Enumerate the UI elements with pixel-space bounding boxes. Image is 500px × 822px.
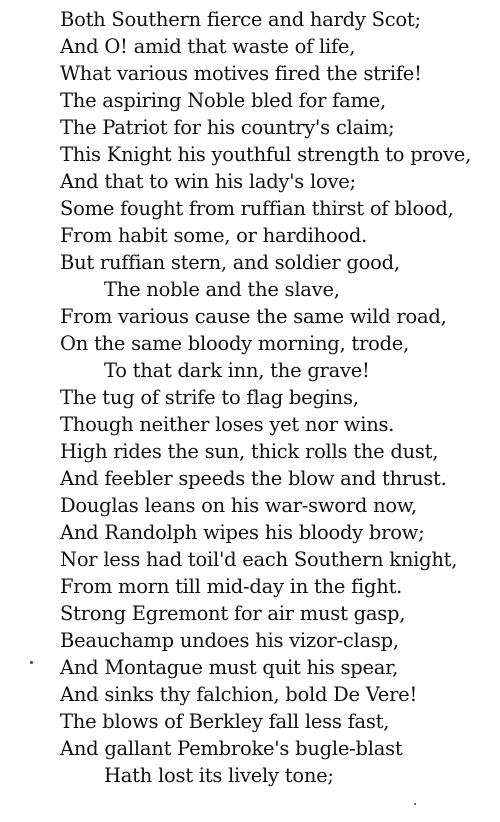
poem-line: From various cause the same wild road,: [60, 305, 447, 328]
poem-line: And Randolph wipes his bloody brow;: [60, 521, 425, 544]
poem-line: The aspiring Noble bled for fame,: [60, 89, 386, 112]
poem-line: Beauchamp undoes his vizor-clasp,: [60, 629, 399, 652]
poem-line: And feebler speeds the blow and thrust.: [60, 467, 447, 490]
poem-line: Nor less had toil'd each Southern knight,: [60, 548, 458, 571]
poem-line: From habit some, or hardihood.: [60, 224, 368, 247]
poem-line: Strong Egremont for air must gasp,: [60, 602, 406, 625]
poem-line: And sinks thy falchion, bold De Vere!: [60, 683, 418, 706]
poem-line: The noble and the slave,: [104, 278, 340, 301]
stanza-1: [60, 6, 471, 384]
poem-line: And Montague must quit his spear,: [60, 656, 399, 679]
poem-line: And gallant Pembroke's bugle-blast: [60, 737, 403, 760]
poem-line: What various motives fired the strife!: [60, 62, 422, 85]
poem-line: Though neither loses yet nor wins.: [60, 413, 395, 436]
poem-line: On the same bloody morning, trode,: [60, 332, 410, 355]
stanza-2: [60, 384, 457, 789]
poem-line: From morn till mid-day in the fight.: [60, 575, 403, 598]
poem-line: But ruffian stern, and soldier good,: [60, 251, 400, 274]
poem-line: To that dark inn, the grave!: [104, 359, 370, 382]
poem-line: Some fought from ruffian thirst of blood,: [60, 197, 454, 220]
poem-line: Hath lost its lively tone;: [104, 764, 334, 787]
ink-speck: [30, 661, 33, 664]
ink-speck: [414, 803, 416, 805]
poem-line: Douglas leans on his war-sword now,: [60, 494, 417, 517]
poem-line: This Knight his youthful strength to prove,: [60, 143, 472, 166]
poem-line: The tug of strife to flag begins,: [60, 386, 359, 409]
poem-line: The Patriot for his country's claim;: [60, 116, 395, 139]
poem-line: And that to win his lady's love;: [60, 170, 356, 193]
poem-line: High rides the sun, thick rolls the dust,: [60, 440, 439, 463]
poem-line: The blows of Berkley fall less fast,: [60, 710, 390, 733]
poem-line: Both Southern fierce and hardy Scot;: [60, 8, 421, 31]
poem-line: And O! amid that waste of life,: [60, 35, 356, 58]
